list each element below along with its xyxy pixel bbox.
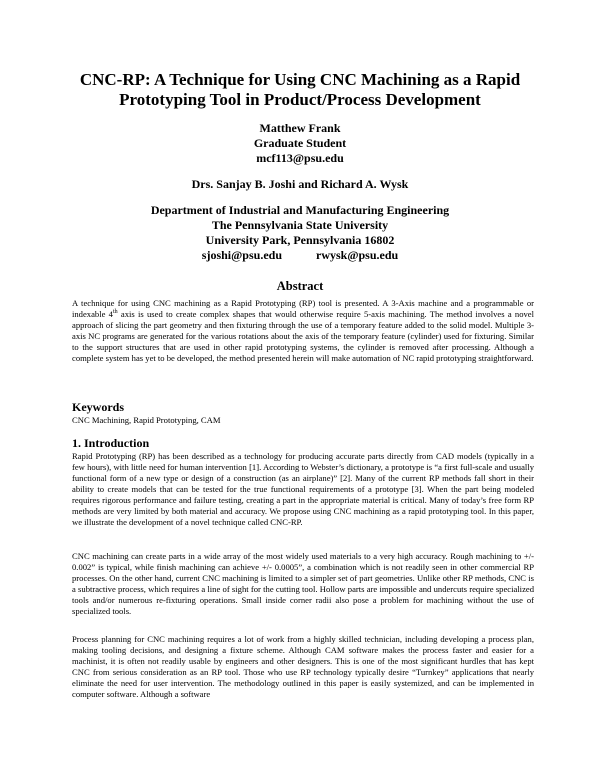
introduction-heading: 1. Introduction [72,436,150,450]
affiliation-university: The Pennsylvania State University [211,218,389,232]
intro-paragraph-3: Process planning for CNC machining requires a lot of work from a highly skilled technician, including developing a process plan, making tooling decisions, and designing a fixture scheme. Although CAM software makes the process faster and easier for a machinist, it is often not readily usable by engineers and other designers. This is one of the most significant hurdles that has kept CNC from serious consideration as an RP tool. Those who use RP technology typically desire “Turnkey” applications that nearly eliminate the need for user intervention. The methodology outlined in this paper is easily systemized, and can be implemented in computer software. Although a software [72,634,534,699]
author-role: Graduate Student [253,136,347,150]
intro-paragraph-1: Rapid Prototyping (RP) has been described as a technology for producing accurate parts directly from CAD models (typically in a few hours), with little need for human intervention [1]. According to Webster’s dictionary, a prototype is “a first full-scale and usually functional form of a new type or design of a construction (as an airplane)” [2]. Many of the current RP methods fall short in their ability to create models that can be tested for the true functional requirements of a prototype [3]. When the part being modeled requires rigorous performance and failure testing, creating a part in the appropriate material is critical. Many of today’s free form RP methods are very limited by both material and accuracy. We propose using CNC machining as a rapid prototyping tool. In this paper, we illustrate the development of a novel technique called CNC-RP. [72,451,534,527]
affiliation-block [60,203,540,263]
paper-title [60,70,540,110]
abstract-part-1: A technique for using CNC machining as a Rapid Prototyping (RP) tool is presented. A 3-Axis machine and a programmable or indexable 4 [72,298,534,319]
affiliation-emails [60,248,540,263]
abstract-part-2: axis is used to create complex shapes that would otherwise require 5-axis machining. The method involves a novel approach of slicing the part geometry and then fixturing through the use of a temporary feature added to the solid model. Multiple 3-axis NC programs are generated for the various rotations about the axis of the temporary feature (cylinder) used for fixturing. Similar to the support structures that are used in other rapid prototyping systems, the cylinder is removed after processing. Although a complete system has yet to be developed, the method presented herein will make automation of NC rapid prototyping straightforward. [72,309,534,363]
title-line-1: CNC-RP: A Technique for Using CNC Machining as a Rapid [79,70,521,89]
author-name: Matthew Frank [259,121,341,135]
abstract-text [72,298,534,364]
author-block-1 [60,121,540,166]
email-joshi: sjoshi@psu.edu [201,248,282,262]
affiliation-address: University Park, Pennsylvania 16802 [205,233,395,247]
intro-paragraph-2: CNC machining can create parts in a wide array of the most widely used materials to a very high accuracy. Rough machining to +/- 0.002” is typical, while finish machining can achieve +/- 0.0005”, a combination which is not readily seen in other commercial RP processes. On the other hand, current CNC machining is limited to a simpler set of part geometries. Unlike other RP methods, CNC is a subtractive process, which requires a line of sight for the cutting tool. Hollow parts are impossible and undercuts require specialized tools and/or numerous re-fixturing operations. Small inside corner radii also pose a problem for machining without the use of specialized tools. [72,551,534,616]
email-wysk: rwysk@psu.edu [316,248,399,262]
title-line-2: Prototyping Tool in Product/Process Development [119,90,481,109]
author-block-2: Drs. Sanjay B. Joshi and Richard A. Wysk [191,177,409,191]
abstract-heading: Abstract [276,279,324,293]
keywords-heading: Keywords [72,400,124,414]
affiliation-dept: Department of Industrial and Manufacturing Engineering [150,203,450,217]
author-email: mcf113@psu.edu [256,151,344,165]
abstract-superscript: th [112,309,118,316]
keywords-text: CNC Machining, Rapid Prototyping, CAM [72,415,221,425]
